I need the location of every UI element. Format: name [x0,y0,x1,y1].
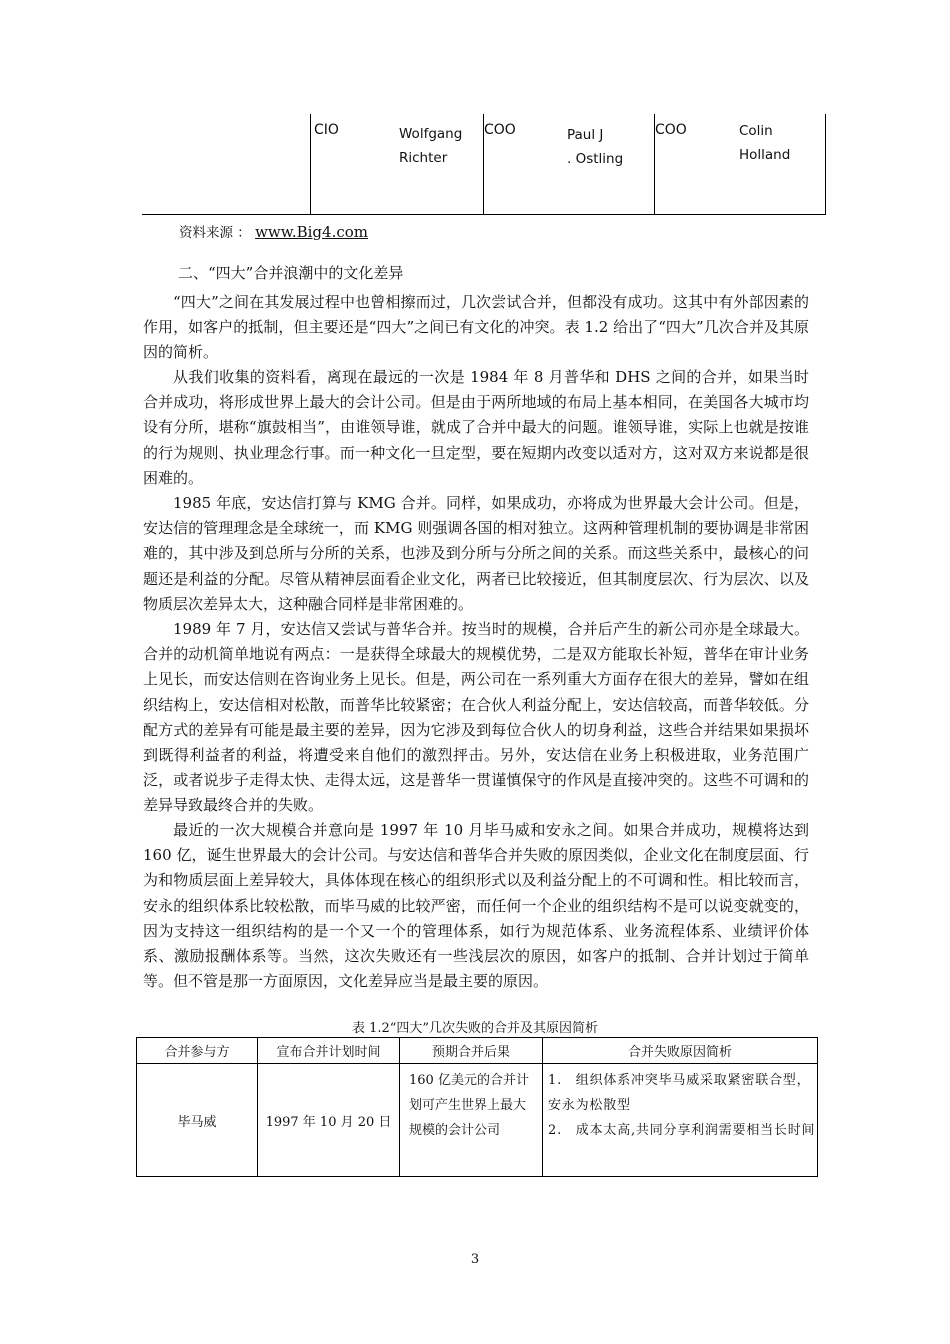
date-cell: 1997 年 10 月 20 日 [258,1064,400,1177]
section-heading: 二、“四大”合并浪潮中的文化差异 [178,264,404,282]
executive-table [142,114,826,214]
paragraph: “四大”之间在其发展过程中也曾相擦而过，几次尝试合并，但都没有成功。这其中有外部因素的作用，如客户的抵制，但主要还是“四大”之间已有文化的冲突。表 1.2 给出了“四大”几次合并及其原因的简析。 [143,293,809,362]
role-cell: COO [484,122,516,138]
column-header: 合并参与方 [137,1038,258,1064]
table-row [137,1064,818,1177]
column-header: 宣布合并计划时间 [258,1038,400,1064]
merger-failure-table [136,1037,818,1177]
causes-cell [543,1064,818,1177]
paragraph: 从我们收集的资料看，离现在最远的一次是 1984 年 8 月普华和 DHS 之间的合并，如果当时合并成功，将形成世界上最大的会计公司。但是由于两所地域的布局上基本相同，在美国各大城市均设有分所，堪称“旗鼓相当”，由谁领导谁，就成了合并中最大的问题。谁领导谁，实际上也就是按谁的行为规则、执业理念行事。而一种文化一旦定型，要在短期内改变以适对方，这对双方来说都是很困难的。 [143,368,809,487]
page-number: 3 [470,1252,480,1267]
role-cell: CIO [314,122,339,138]
name-cell: Paul J . Ostling [567,127,624,167]
source-label: 资料来源 ： [179,225,251,241]
party-cell: 毕马威 [137,1064,258,1177]
table-divider [825,114,826,215]
role-cell: COO [655,122,687,138]
cause-item: 1. 组织体系冲突毕马威采取紧密联合型，安永为松散型 [548,1073,811,1113]
name-cell: Wolfgang Richter [399,126,463,166]
cause-item: 2. 成本太高,共同分享利润需要相当长时间 [548,1123,816,1138]
column-header: 预期合并后果 [400,1038,543,1064]
table-bottom-border [142,214,826,215]
paragraph: 1989 年 7 月，安达信又尝试与普华合并。按当时的规模，合并后产生的新公司亦是全球最大。合并的动机简单地说有两点：一是获得全球最大的规模优势，二是双方能取长补短，普华在审计业务上见长，而安达信则在咨询业务上见长。但是，两公司在一系列重大方面存在很大的差异，譬如在组织结构上，安达信相对松散，而普华比较紧密；在合伙人利益分配上，安达信较高，而普华较低。分配方式的差异有可能是最主要的差异，因为它涉及到每位合伙人的切身利益，这些合并结果如果损坏到既得利益者的利益，将遭受来自他们的激烈抨击。另外，安达信在业务上积极进取，业务范围广泛，或者说步子走得太快、走得太远，这是普华一贯谨慎保守的作风是直接冲突的。这些不可调和的差异导致最终合并的失败。 [143,620,809,815]
name-cell: Colin Holland [739,123,791,163]
source-note [179,221,368,241]
effect-cell: 160 亿美元的合并计划可产生世界上最大规模的会计公司 [400,1064,543,1177]
source-link[interactable]: www.Big4.com [255,223,368,241]
table-caption: 表 1.2“四大”几次失败的合并及其原因简析 [351,1021,599,1036]
column-header: 合并失败原因简析 [543,1038,818,1064]
paragraph: 最近的一次大规模合并意向是 1997 年 10 月毕马威和安永之间。如果合并成功，规模将达到 160 亿，诞生世界最大的会计公司。与安达信和普华合并失败的原因类似，企业文化在制度层面、行为和物质层面上差异较大，具体体现在核心的组织形式以及利益分配上的不可调和性。相比较而言，安永的组织体系比较松散，而毕马威的比较严密，而任何一个企业的组织结构不是可以说变就变的，因为支持这一组织结构的是一个又一个的管理体系，如行为规范体系、业务流程体系、业绩评价体系、激励报酬体系等。当然，这次失败还有一些浅层次的原因，如客户的抵制、合并计划过于简单等。但不管是那一方面原因，文化差异应当是最主要的原因。 [143,821,809,991]
table-divider [310,114,311,215]
table-header-row [137,1038,818,1064]
paragraph: 1985 年底，安达信打算与 KMG 合并。同样，如果成功，亦将成为世界最大会计公司。但是，安达信的管理理念是全球统一，而 KMG 则强调各国的相对独立。这两种管理机制的要协调是非常困难的，其中涉及到总所与分所的关系，也涉及到分所与分所之间的关系。而这些关系中，最核心的问题还是利益的分配。尽管从精神层面看企业文化，两者已比较接近，但其制度层次、行为层次、以及物质层次差异太大，这种融合同样是非常困难的。 [143,494,809,613]
